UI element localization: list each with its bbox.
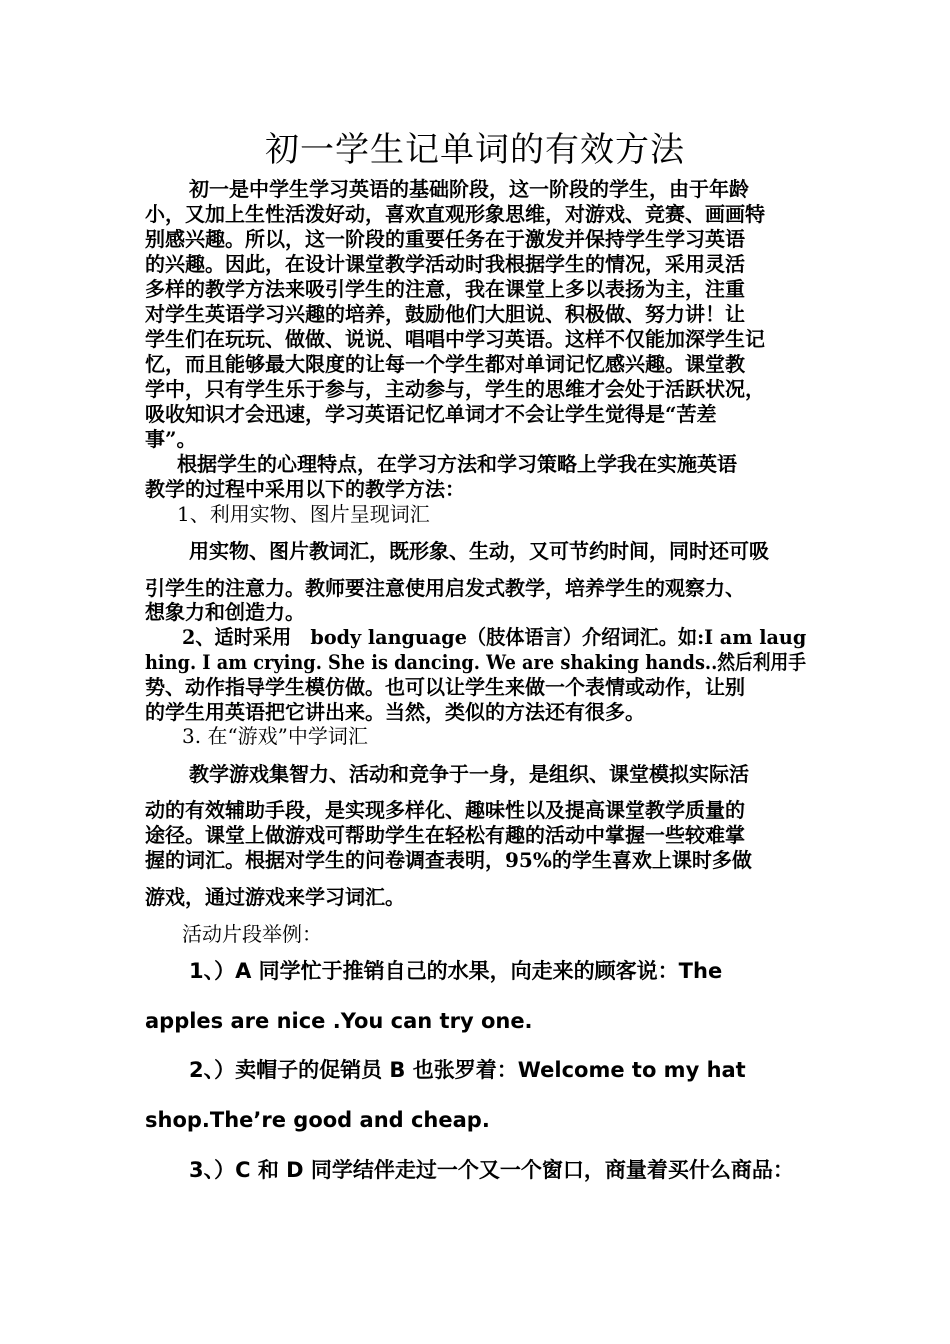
paragraph-line: 用实物、图片教词汇，既形象、生动，又可节约时间，同时还可吸 [189, 539, 769, 563]
paragraph-line: 事”。 [145, 427, 197, 451]
paragraph-line: 途径。课堂上做游戏可帮助学生在轻松有趣的活动中掌握一些较难掌 [145, 823, 745, 847]
paragraph-line: 学中，只有学生乐于参与，主动参与，学生的思维才会处于活跃状况， [145, 377, 765, 401]
example-line: 2、）卖帽子的促销员 B 也张罗着：Welcome to my hat [189, 1058, 746, 1082]
paragraph-line: 根据学生的心理特点，在学习方法和学习策略上学我在实施英语 [177, 452, 737, 476]
paragraph-line: 势、动作指导学生模仿做。也可以让学生来做一个表情或动作，让别 [145, 675, 745, 699]
paragraph-line: 动的有效辅助手段，是实现多样化、趣味性以及提高课堂教学质量的 [145, 798, 745, 822]
section-heading: 1、利用实物、图片呈现词汇 [177, 502, 430, 526]
paragraph-line: 教学游戏集智力、活动和竞争于一身，是组织、课堂模拟实际活 [189, 762, 749, 786]
paragraph-line: 游戏，通过游戏来学习词汇。 [145, 885, 405, 909]
section-heading: 3. 在“游戏”中学词汇 [182, 724, 368, 748]
paragraph-line: 吸收知识才会迅速，学习英语记忆单词才不会让学生觉得是“苦差 [145, 402, 717, 426]
paragraph-line: 的兴趣。因此，在设计课堂教学活动时我根据学生的情况，采用灵活 [145, 252, 745, 276]
paragraph-line: 想象力和创造力。 [145, 600, 305, 624]
paragraph-line: 别感兴趣。所以，这一阶段的重要任务在于激发并保持学生学习英语 [145, 227, 745, 251]
example-line: apples are nice .You can try one. [145, 1009, 533, 1033]
paragraph-line: 初一是中学生学习英语的基础阶段，这一阶段的学生，由于年龄 [189, 177, 749, 201]
example-heading: 活动片段举例： [182, 922, 322, 946]
example-line: shop.The’re good and cheap. [145, 1108, 490, 1132]
paragraph-line: hing. I am crying. She is dancing. We are shaking hands..然后利用手 [145, 650, 806, 674]
example-line: 3、）C 和 D 同学结伴走过一个又一个窗口，商量着买什么商品： [189, 1158, 794, 1182]
paragraph-line: 学生们在玩玩、做做、说说、唱唱中学习英语。这样不仅能加深学生记 [145, 327, 765, 351]
paragraph-line: 忆，而且能够最大限度的让每一个学生都对单词记忆感兴趣。课堂教 [145, 352, 745, 376]
paragraph-line: 握的词汇。根据对学生的问卷调查表明，95%的学生喜欢上课时多做 [145, 848, 752, 872]
paragraph-line: 引学生的注意力。教师要注意使用启发式教学，培养学生的观察力、 [145, 576, 745, 600]
paragraph-line: 的学生用英语把它讲出来。当然，类似的方法还有很多。 [145, 700, 645, 724]
paragraph-line: 教学的过程中采用以下的教学方法： [145, 477, 465, 501]
paragraph-line: 对学生英语学习兴趣的培养，鼓励他们大胆说、积极做、努力讲！让 [145, 302, 745, 326]
paragraph-line: 多样的教学方法来吸引学生的注意，我在课堂上多以表扬为主，注重 [145, 277, 745, 301]
example-line: 1、）A 同学忙于推销自己的水果，向走来的顾客说：The [189, 959, 723, 983]
paragraph-line: 2、适时采用 body language（肢体语言）介绍词汇。如:I am laug [182, 625, 807, 649]
page-title: 初一学生记单词的有效方法 [265, 130, 685, 170]
paragraph-line: 小，又加上生性活泼好动，喜欢直观形象思维，对游戏、竞赛、画画特 [145, 202, 765, 226]
